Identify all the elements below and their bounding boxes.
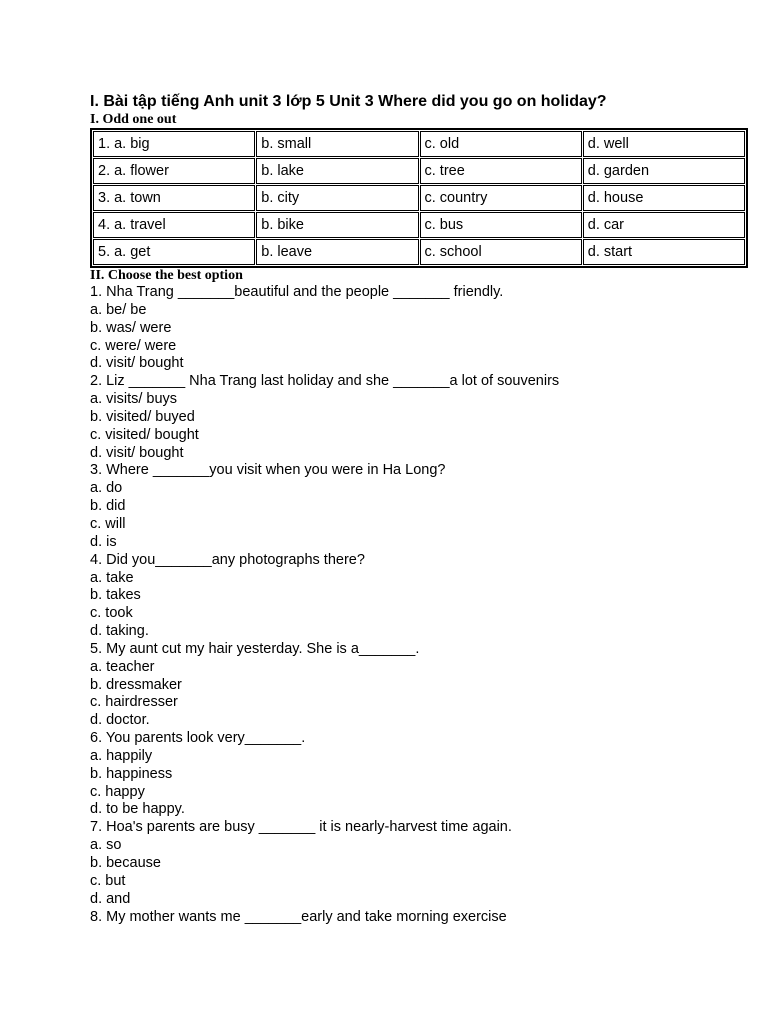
answer-option: a. visits/ buys xyxy=(90,391,178,408)
answer-option: b. because xyxy=(90,855,161,871)
answer-option: a. take xyxy=(90,569,134,586)
answer-option: d. to be happy. xyxy=(90,801,185,818)
table-row xyxy=(93,212,745,238)
answer-option: b. was/ were xyxy=(90,319,172,336)
table-cell: c. country xyxy=(420,185,582,211)
answer-option: c. but xyxy=(90,872,126,889)
table-cell: c. old xyxy=(420,131,582,157)
answer-option: c. will xyxy=(90,515,126,532)
answer-option: b. did xyxy=(90,498,126,515)
questions-list xyxy=(90,284,750,926)
answer-option: d. and xyxy=(90,890,131,907)
question-text: 8. My mother wants me _______early and take morning exercise xyxy=(90,908,507,925)
table-cell: c. bus xyxy=(420,212,582,238)
table-cell: c. school xyxy=(420,239,582,265)
table-cell: d. car xyxy=(583,212,745,238)
odd-table-body xyxy=(93,131,745,265)
answer-option: b. takes xyxy=(90,587,141,604)
answer-option: c. visited/ bought xyxy=(90,426,199,443)
table-cell: 2. a. flower xyxy=(93,158,255,184)
answer-option: a. teacher xyxy=(90,658,155,675)
answer-option: a. be/ be xyxy=(90,301,147,318)
question-text: 5. My aunt cut my hair yesterday. She is a_______. xyxy=(90,640,420,657)
answer-option: d. visit/ bought xyxy=(90,355,184,372)
table-cell: b. leave xyxy=(256,239,418,265)
question-text: 7. Hoa's parents are busy _______ it is nearly-harvest time again. xyxy=(90,819,512,836)
table-cell: b. small xyxy=(256,131,418,157)
answer-option: a. happily xyxy=(90,747,153,764)
table-row xyxy=(93,131,745,157)
table-cell: b. bike xyxy=(256,212,418,238)
question-text: 3. Where _______you visit when you were in Ha Long? xyxy=(90,462,446,479)
answer-option: a. do xyxy=(90,480,123,497)
question-text: 2. Liz _______ Nha Trang last holiday and she _______a lot of souvenirs xyxy=(90,373,560,390)
table-row xyxy=(93,158,745,184)
question-text: 4. Did you_______any photographs there? xyxy=(90,551,365,568)
section1-heading: I. Odd one out xyxy=(90,112,177,127)
document-page xyxy=(90,92,750,926)
answer-option: c. were/ were xyxy=(90,337,177,354)
answer-option: c. took xyxy=(90,605,133,622)
section2-heading: II. Choose the best option xyxy=(90,268,243,283)
question-text: 1. Nha Trang _______beautiful and the people _______ friendly. xyxy=(90,284,504,300)
answer-option: d. taking. xyxy=(90,623,149,640)
table-cell: c. tree xyxy=(420,158,582,184)
table-cell: d. well xyxy=(583,131,745,157)
answer-option: d. visit/ bought xyxy=(90,444,184,461)
table-cell: b. city xyxy=(256,185,418,211)
answer-option: d. is xyxy=(90,533,117,550)
answer-option: c. hairdresser xyxy=(90,694,178,711)
table-cell: b. lake xyxy=(256,158,418,184)
answer-option: a. so xyxy=(90,837,122,854)
table-cell: 1. a. big xyxy=(93,131,255,157)
table-row xyxy=(93,185,745,211)
answer-option: b. happiness xyxy=(90,765,173,782)
answer-option: c. happy xyxy=(90,783,145,800)
answer-option: b. visited/ buyed xyxy=(90,408,195,425)
table-row xyxy=(93,239,745,265)
question-text: 6. You parents look very_______. xyxy=(90,730,306,747)
table-cell: 5. a. get xyxy=(93,239,255,265)
table-cell: 3. a. town xyxy=(93,185,255,211)
document-title: I. Bài tập tiếng Anh unit 3 lớp 5 Unit 3 Where did you go on holiday? xyxy=(90,93,607,110)
table-cell: d. house xyxy=(583,185,745,211)
table-cell: 4. a. travel xyxy=(93,212,255,238)
answer-option: d. doctor. xyxy=(90,712,150,729)
table-cell: d. start xyxy=(583,239,745,265)
table-cell: d. garden xyxy=(583,158,745,184)
answer-option: b. dressmaker xyxy=(90,676,182,693)
odd-one-out-table xyxy=(90,128,748,268)
